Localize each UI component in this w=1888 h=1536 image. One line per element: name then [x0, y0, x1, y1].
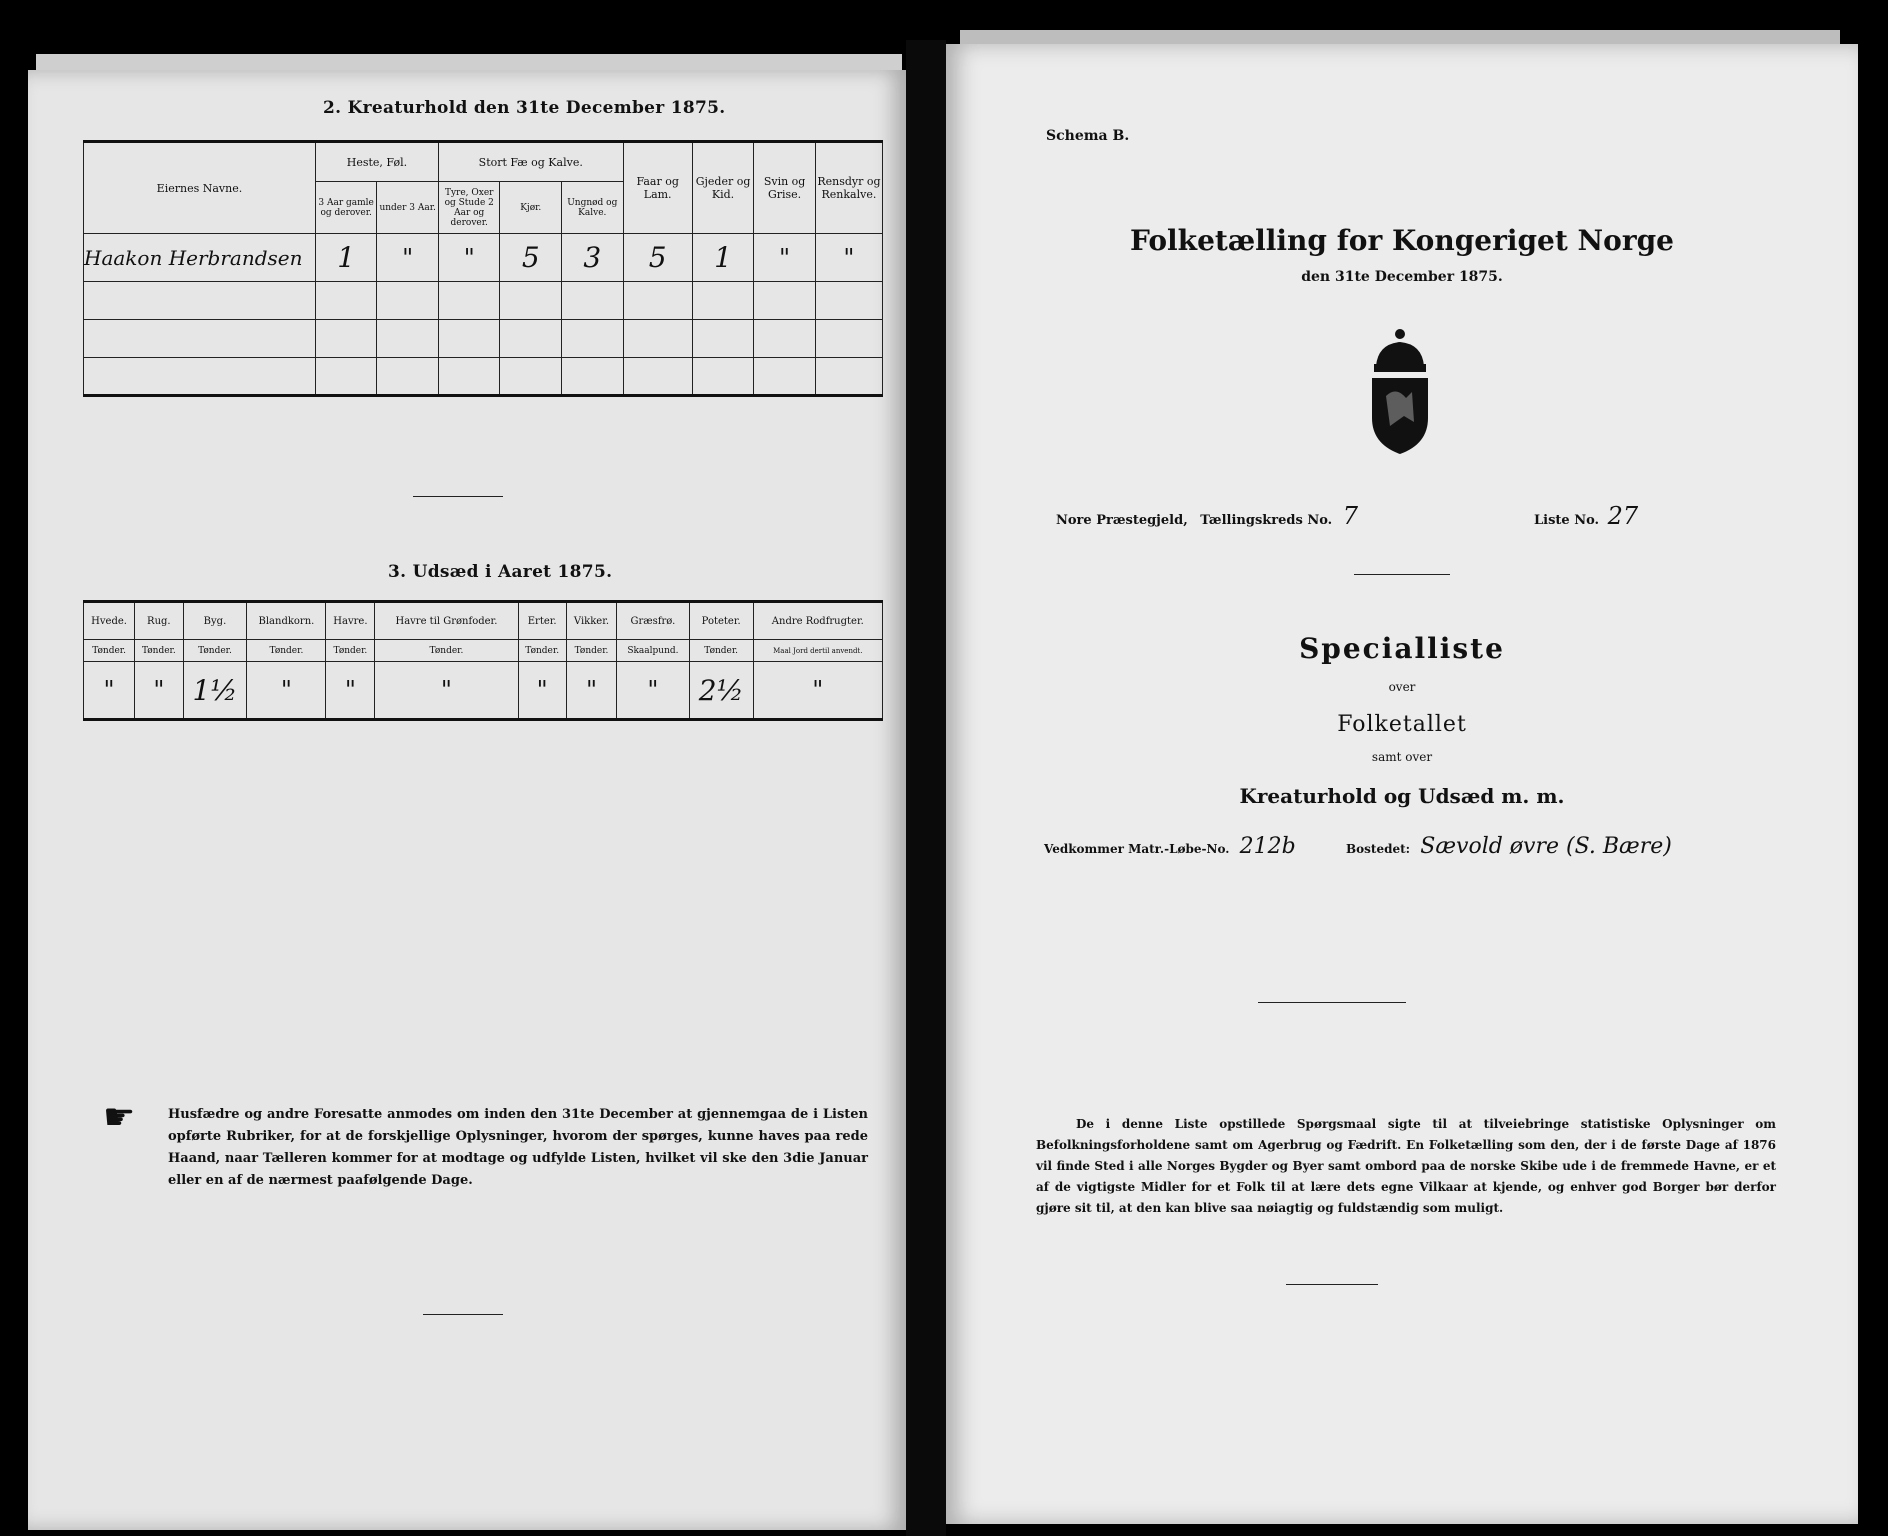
- kreaturhold-text: Kreaturhold og Udsæd m. m.: [1239, 784, 1565, 808]
- seed-unit: Tønder.: [326, 640, 375, 662]
- seed-value: ": [617, 662, 690, 720]
- rensdyr-value: ": [815, 234, 882, 282]
- svin-header: Svin og Grise.: [754, 142, 816, 234]
- seed-unit: Tønder.: [183, 640, 247, 662]
- gjeder-header: Gjeder og Kid.: [692, 142, 754, 234]
- seed-unit: Tønder.: [518, 640, 566, 662]
- gjeder-value: 1: [692, 234, 754, 282]
- seed-unit: Tønder.: [375, 640, 518, 662]
- faar-value: 5: [623, 234, 692, 282]
- owner-header: Eiernes Navne.: [84, 142, 316, 234]
- seed-value: ": [753, 662, 882, 720]
- seed-unit: Tønder.: [566, 640, 616, 662]
- seed-unit: Tønder.: [84, 640, 135, 662]
- matr-line: [1044, 834, 1296, 859]
- table-row: [84, 282, 883, 320]
- divider: [413, 496, 503, 497]
- tyre-header: Tyre, Oxer og Stude 2 Aar og derover.: [438, 182, 500, 234]
- seed-unit: Maal Jord dertil anvendt.: [753, 640, 882, 662]
- seed-header: Andre Rodfrugter.: [753, 602, 882, 640]
- bosted-line: [1346, 834, 1672, 859]
- main-subtitle: den 31te December 1875.: [1301, 269, 1503, 285]
- table-row: [84, 358, 883, 396]
- ungnod-value: 3: [562, 234, 624, 282]
- matr-value: 212b: [1239, 834, 1296, 859]
- seed-unit: Tønder.: [689, 640, 753, 662]
- seed-value: ": [566, 662, 616, 720]
- seed-value: 1½: [183, 662, 247, 720]
- samt-over-text: samt over: [1371, 750, 1433, 764]
- table-row: [84, 234, 883, 282]
- table-row: [84, 320, 883, 358]
- specialliste-heading: Specialliste: [1299, 632, 1505, 665]
- seed-unit: Skaalpund.: [617, 640, 690, 662]
- kjor-header: Kjør.: [500, 182, 562, 234]
- krets-label: Tællingskreds No.: [1200, 513, 1333, 528]
- seed-value: ": [135, 662, 183, 720]
- folketallet-text: Folketallet: [1337, 712, 1467, 737]
- coat-of-arms-icon: [1362, 326, 1438, 456]
- seed-header: Vikker.: [566, 602, 616, 640]
- livestock-table: [83, 140, 883, 397]
- svin-value: ": [754, 234, 816, 282]
- divider: [1258, 1002, 1406, 1003]
- kjor-value: 5: [500, 234, 562, 282]
- seed-header: Rug.: [135, 602, 183, 640]
- seed-value: ": [247, 662, 326, 720]
- seed-header: Erter.: [518, 602, 566, 640]
- intro-paragraph: De i denne Liste opstillede Spørgsmaal sigte til at tilveiebringe statistiske Oplysninger om Befolkningsforholdene samt om Agerbrug og Fædrift. En Folketælling som den, der i de første Dage af 1876 vil finde Sted i alle Norges Bygder og Byer samt ombord paa de norske Skibe ude i de fremmede Havne, er et af de vigtigste Midler for et Folk til at lære dets egne Vilkaar at kjende, og enhver god Borger bør derfor gjøre sit til, at den kan blive saa nøiagtig og fuldstændig som muligt.: [1036, 1117, 1776, 1215]
- krets-value: 7: [1342, 502, 1358, 530]
- over-text: over: [1388, 680, 1416, 694]
- main-title: Folketælling for Kongeriget Norge: [1130, 224, 1674, 257]
- section3-title: 3. Udsæd i Aaret 1875.: [388, 562, 613, 582]
- seed-value: ": [84, 662, 135, 720]
- seed-header: Blandkorn.: [247, 602, 326, 640]
- matr-label: Vedkommer Matr.-Løbe-No.: [1044, 842, 1230, 856]
- owner-name: Haakon Herbrandsen: [84, 234, 316, 282]
- schema-label: Schema B.: [1046, 128, 1130, 144]
- seed-value: ": [518, 662, 566, 720]
- heste-header: Heste, Føl.: [315, 142, 438, 182]
- ungnod-header: Ungnød og Kalve.: [562, 182, 624, 234]
- heste-old-header: 3 Aar gamle og derover.: [315, 182, 377, 234]
- left-page: [28, 70, 906, 1530]
- prestegjeld-label: Nore Præstegjeld,: [1056, 513, 1188, 528]
- district-line: [1056, 502, 1358, 530]
- seed-header: Græsfrø.: [617, 602, 690, 640]
- right-page: [946, 44, 1858, 1524]
- divider: [423, 1314, 503, 1315]
- seed-header: Havre.: [326, 602, 375, 640]
- seed-unit: Tønder.: [247, 640, 326, 662]
- bosted-label: Bostedet:: [1346, 842, 1411, 856]
- liste-line: [1534, 502, 1638, 530]
- stort-header: Stort Fæ og Kalve.: [438, 142, 623, 182]
- tyre-value: ": [438, 234, 500, 282]
- seed-value: ": [326, 662, 375, 720]
- book-gutter: [906, 40, 946, 1536]
- seed-header: Havre til Grønfoder.: [375, 602, 518, 640]
- divider: [1354, 574, 1450, 575]
- heste-old-value: 1: [315, 234, 377, 282]
- heste-young-header: under 3 Aar.: [377, 182, 439, 234]
- rensdyr-header: Rensdyr og Renkalve.: [815, 142, 882, 234]
- section2-title: 2. Kreaturhold den 31te December 1875.: [323, 98, 726, 118]
- seed-header: Hvede.: [84, 602, 135, 640]
- liste-label: Liste No.: [1534, 513, 1600, 528]
- notice-text: Husfædre og andre Foresatte anmodes om inden den 31te December at gjennemgaa de i Listen opførte Rubriker, for at de forskjellige Oplysninger, hvorom der spørges, kunne haves paa rede Haand, naar Tælleren kommer for at modtage og udfylde Listen, hvilket vil ske den 3die Januar eller en af de nærmest paafølgende Dage.: [168, 1107, 868, 1188]
- liste-value: 27: [1607, 502, 1639, 530]
- seed-value: ": [375, 662, 518, 720]
- seed-table: [83, 600, 883, 721]
- seed-value: 2½: [689, 662, 753, 720]
- seed-header: Byg.: [183, 602, 247, 640]
- divider: [1286, 1284, 1378, 1285]
- bosted-value: Sævold øvre (S. Bære): [1420, 834, 1672, 859]
- pointing-hand-icon: ☛: [103, 1097, 136, 1138]
- faar-header: Faar og Lam.: [623, 142, 692, 234]
- seed-header: Poteter.: [689, 602, 753, 640]
- seed-unit: Tønder.: [135, 640, 183, 662]
- heste-young-value: ": [377, 234, 439, 282]
